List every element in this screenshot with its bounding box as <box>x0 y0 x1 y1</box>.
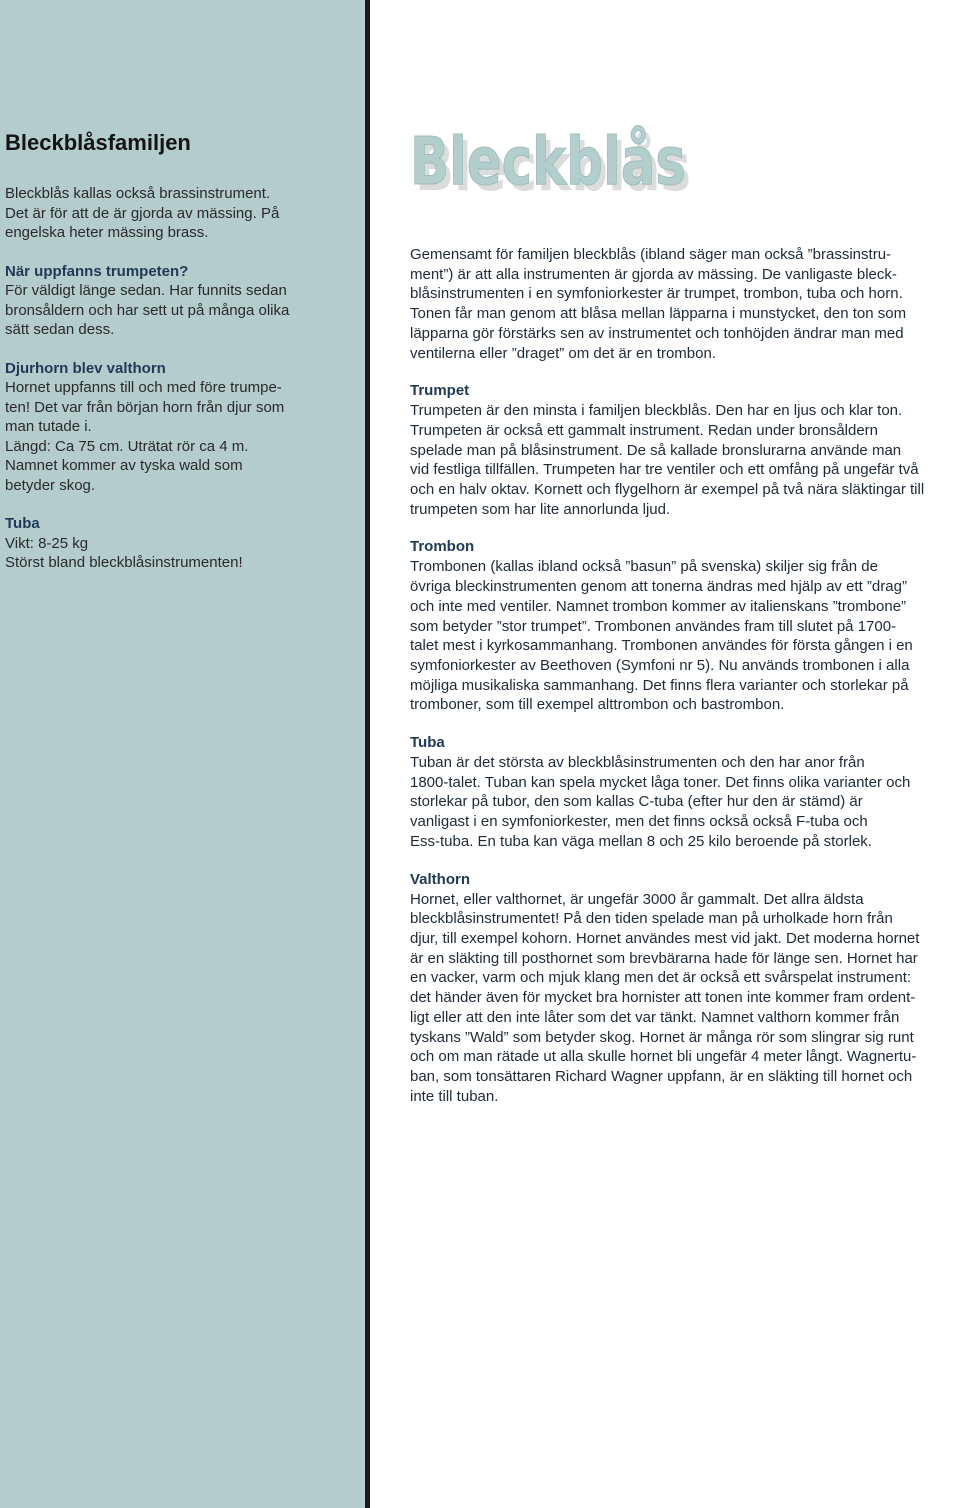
sidebar-horn-line: man tutade i. <box>5 418 92 435</box>
section-line: symfoniorkester av Beethoven (Symfoni nr 5). Nu används trombonen i alla <box>410 656 910 674</box>
section-line: inte till tuban. <box>410 1087 499 1105</box>
section-line: och inte med ventiler. Namnet trombon kommer av italienskans ”trombone” <box>410 597 907 615</box>
intro-line: läpparna gör förstärks sen av instrumentet och tonhöjden ändrar man med <box>410 324 904 342</box>
sidebar-horn <box>5 359 350 496</box>
sidebar-horn-heading: Djurhorn blev valthorn <box>5 359 166 377</box>
sidebar-intro-line: Det är för att de är gjorda av mässing. På <box>5 204 280 222</box>
intro-line: ventilerna eller ”draget” om det är en trombon. <box>410 344 716 362</box>
section-heading: Tuba <box>410 734 445 752</box>
section-line: Tuban är det största av bleckblåsinstrumenten och den har anor från <box>410 754 865 772</box>
section-line: övriga bleckinstrumenten genom att tonerna ändras med hjälp av ett ”drag” <box>410 578 907 596</box>
sidebar-content <box>5 128 350 592</box>
sidebar-tuba <box>5 514 350 573</box>
article-intro <box>410 245 958 363</box>
section-line: ligt eller att den inte låter som det var tänkt. Namnet valthorn kommer från <box>410 1008 900 1026</box>
section-line: Ess-tuba. En tuba kan väga mellan 8 och 25 kilo beroende på storlek. <box>410 832 872 850</box>
section-line: och en halv oktav. Kornett och flygelhorn är exempel på två nära släktingar till <box>410 481 925 499</box>
section-trumpet <box>410 381 958 519</box>
section-line: som betyder ”stor trumpet”. Trombonen användes fram till slutet på 1700- <box>410 617 897 635</box>
column-divider <box>365 0 370 1508</box>
section-line: det händer även för mycket bra hornister att tonen inte kommer fram ordent- <box>410 989 916 1007</box>
sidebar-invented-line: För väldigt länge sedan. Har funnits sedan <box>5 282 287 299</box>
bleckblas-logo <box>404 102 704 202</box>
sidebar-invented <box>5 262 350 340</box>
intro-line: ment”) är att alla instrumenten är gjorda av mässing. De vanligaste bleck- <box>410 265 897 283</box>
intro-line: Tonen får man genom att blåsa mellan läpparna i munstycket, den ton som <box>410 305 907 323</box>
section-line: 1800-talet. Tuban kan spela mycket låga toner. Det finns olika varianter och <box>410 773 911 791</box>
sidebar-title: Bleckblåsfamiljen <box>5 130 191 155</box>
section-line: Trombonen (kallas ibland också ”basun” på svenska) skiljer sig från de <box>410 558 878 576</box>
sidebar-tuba-line: Vikt: 8-25 kg <box>5 534 89 552</box>
section-tuba <box>410 733 958 852</box>
section-line: vid festliga tillfällen. Trumpeten har tre ventiler och ett omfång på ungefär två <box>410 461 919 479</box>
section-line: tyskans ”Wald” som betyder skog. Hornet är många rör som slingrar sig runt <box>410 1028 914 1046</box>
intro-line: blåsinstrumenten i en symfoniorkester är trumpet, trombon, tuba och horn. <box>410 285 903 303</box>
intro-line: Gemensamt för familjen bleckblås (ibland säger man också ”brassinstru- <box>410 246 892 263</box>
sidebar-intro-line: engelska heter mässing brass. <box>5 224 209 241</box>
section-line: Hornet, eller valthornet, är ungefär 3000 år gammalt. Det allra äldsta <box>410 890 864 908</box>
section-heading: Trombon <box>410 538 475 556</box>
section-line: storlekar på tubor, den som kallas C-tuba (efter hur den är stämd) är <box>410 793 863 811</box>
sidebar-invented-line: bronsåldern och har sett ut på många olika <box>5 301 290 319</box>
logo-shadow: Bleckblås <box>415 129 691 202</box>
section-line: möjliga musikaliska sammanhang. Det finns flera varianter och storlekar på <box>410 676 909 694</box>
sidebar-horn-line: Namnet kommer av tyska wald som <box>5 457 243 474</box>
section-line: och om man rätade ut alla skulle hornet bli ungefär 4 meter långt. Wagnertu- <box>410 1048 917 1066</box>
logo-text: Bleckblås <box>410 123 686 200</box>
sidebar-horn-line: betyder skog. <box>5 476 96 494</box>
section-line: ban, som tonsättaren Richard Wagner uppfann, är en släkting till hornet och <box>410 1067 913 1085</box>
sidebar-tuba-heading: Tuba <box>5 515 40 532</box>
section-line: vanligast i en symfoniorkester, men det finns också också F-tuba och <box>410 813 868 831</box>
sidebar-intro-line: Bleckblås kallas också brassinstrument. <box>5 185 271 202</box>
section-line: talet mest i kyrkosammanhang. Trombonen användes för första gången i en <box>410 637 913 655</box>
sidebar-invented-line: sätt sedan dess. <box>5 321 115 338</box>
section-valthorn <box>410 870 958 1107</box>
article-body <box>410 245 958 1106</box>
sidebar-tuba-line: Störst bland bleckblåsinstrumenten! <box>5 554 243 571</box>
section-line: bleckblåsinstrumentet! På den tiden spelade man på urholkade horn från <box>410 910 893 928</box>
section-line: spelade man på blåsinstrument. De så kallade bronslurarna använde man <box>410 441 902 459</box>
sidebar-horn-line: Längd: Ca 75 cm. Uträtat rör ca 4 m. <box>5 437 249 455</box>
sidebar-horn-line: Hornet uppfanns till och med före trumpe- <box>5 379 282 396</box>
section-line: djur, till exempel kohorn. Hornet användes mest vid jakt. Det moderna hornet <box>410 929 920 947</box>
section-line: är en släkting till posthornet som brevbärarna hade för länge sen. Hornet har <box>410 949 918 967</box>
section-line: Trumpeten är också ett gammalt instrument. Redan under bronsåldern <box>410 421 879 439</box>
section-heading: Valthorn <box>410 870 471 888</box>
sidebar-horn-line: ten! Det var från början horn från djur som <box>5 398 285 416</box>
section-heading: Trumpet <box>410 382 470 400</box>
section-line: en vacker, varm och mjuk klang men det är också ett svårspelat instrument: <box>410 969 912 987</box>
section-line: trumpeten som har lite annorlunda ljud. <box>410 500 671 518</box>
sidebar-intro <box>5 184 350 243</box>
sidebar-panel <box>0 0 365 1508</box>
section-line: Trumpeten är den minsta i familjen bleckblås. Den har en ljus och klar ton. <box>410 402 903 420</box>
section-line: tromboner, som till exempel alttrombon och bastrombon. <box>410 696 785 714</box>
section-trombon <box>410 537 958 715</box>
sidebar-invented-heading: När uppfanns trumpeten? <box>5 262 189 280</box>
